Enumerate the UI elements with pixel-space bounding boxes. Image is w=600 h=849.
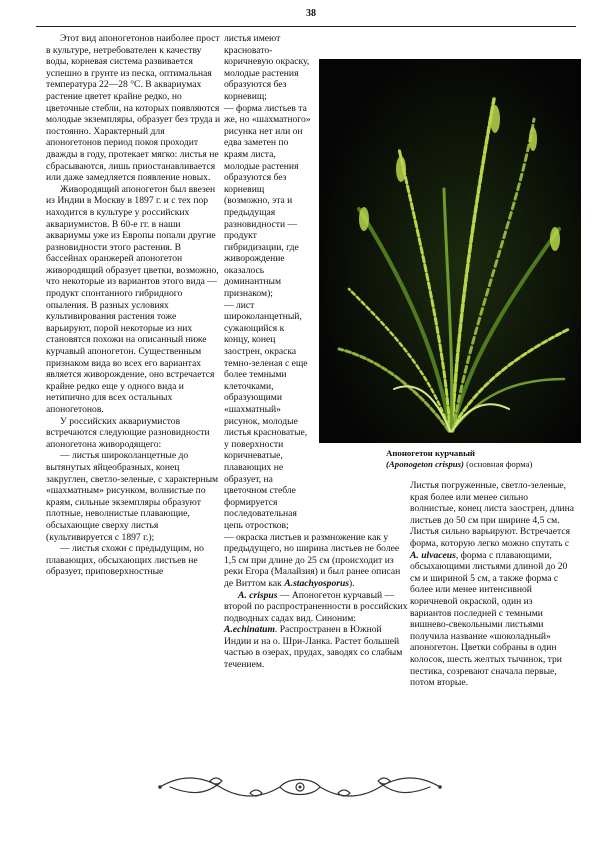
synonym-name: A.echinatum bbox=[224, 624, 275, 636]
column-right bbox=[410, 480, 576, 689]
paragraph bbox=[224, 590, 410, 671]
paragraph: — лист широколанцетный, сужающийся к концу, конец заострен, окраска темно-зеленая с еще более темными клеточками, образующими «шахматный» рисунок, молодые листья красноватые, у поверхности коричневатые, плавающих не образует, на цветочном стебле формируется последовательная цепь отростков; bbox=[224, 299, 308, 531]
paragraph bbox=[410, 480, 576, 689]
decorative-scroll-ornament-icon bbox=[150, 771, 450, 803]
plant-photo bbox=[319, 59, 581, 443]
species-name: A.stachyosporus bbox=[284, 577, 350, 589]
text-run: , форма с плавающими, обсыхающими листьями длиной до 20 см и шириной 5 см, а также форма с более или менее интенсивной коричневой окраской, один из вариантов последней с темными вишнево-свекольными листьями получила название «шоколадный» апоногетон. Цветки собраны в один колосок, шесть желтых тычинок, три пестика, созревают сначала первые, потом вторые. bbox=[410, 549, 568, 689]
paragraph: У российских аквариумистов встречаются следующие разновидности апоногетона живородящего: bbox=[46, 415, 210, 450]
caption-title: Апоногетон курчавый bbox=[386, 448, 476, 458]
paragraph: — листья схожи с предыдущим, но плавающих, обсыхающих листьев не образует, приповерхностные bbox=[46, 543, 204, 578]
text-run: ). bbox=[349, 577, 355, 589]
aquarium-plant-photo-icon bbox=[319, 59, 581, 443]
text-run: — окраска листьев и размножение как у предыдущего, но ширина листьев не более 1,5 см при длине до 25 см (происходит из реки Егора (Малайзия) и был ранее описан де Виттом как bbox=[224, 531, 401, 589]
paragraph: — листья широколанцетные до вытянутых яйцеобразных, конец закруглен, светло-зеленые, с характерным «шахматным» рисунком, волнистые по краям, сильные экземпляры образуют плотные, неволнистые плавающие, обсыхающие сверху листья (культивируется с 1897 г.); bbox=[46, 450, 219, 543]
photo-caption bbox=[386, 448, 576, 469]
header-rule bbox=[36, 26, 576, 27]
paragraph: листья имеют красновато-коричневую окраску, молодые растения образуются без корневищ; bbox=[224, 33, 310, 102]
page-number: 38 bbox=[306, 8, 316, 19]
text-run: Листья погруженные, светло-зеленые, края более или менее сильно волнистые, конец листа заострен, длина листьев до 50 см при ширине 4,5 см. Листья сильно варьируют. Встречается форма, которую легко можно спутать с bbox=[410, 480, 575, 549]
bottom-ornament bbox=[150, 771, 450, 803]
species-name: A. crispus bbox=[238, 589, 278, 601]
caption-latin-name: (Aponogeton crispus) bbox=[386, 458, 464, 469]
paragraph: — форма листьев та же, но «шахматного» рисунка нет или он едва заметен по краям листа, молодые растения образуются без корневищ (возможно, эта и предыдущая разновидности — продукт гибридизации, где живорождение оказалось доминантным признаком); bbox=[224, 102, 311, 300]
text-run: . Распространен в Южной Индии и на о. Шри-Ланка. Растет большей частью в озерах, прудах, заводях со слабым течением. bbox=[224, 624, 403, 671]
text-run: — Апоногетон курчавый — второй по распространенности в российских подводных садах вид. Синоним: bbox=[224, 589, 408, 624]
paragraph bbox=[224, 532, 410, 590]
species-name: A. ulvaceus bbox=[410, 549, 456, 561]
paragraph: Этот вид апоногетонов наиболее прост в культуре, нетребователен к качеству воды, корневая система развивается успешно в грунте из песка, оптимальная температура 22—28 °С. В аквариумах растение цветет крайне редко, но цветочные стебли, на которых появляются молодые экземпляры, образует без труда и постоянно. Характерный для апоногетонов период покоя проходит дважды в году, протекает мягко: листья не сбрасываются, лишь приостанавливается или даже замедляется появление новых. bbox=[46, 33, 221, 184]
paragraph: Живородящий апоногетон был ввезен из Индии в Москву в 1897 г. и с тех пор находится в культуре у российских аквариумистов. В 60-е гг. в наши аквариумы уже из Европы попали другие разновидности этого растения. В бассейнах оранжерей апоногетон живородящий образует цветки, возможно, что некоторые из вариантов этого вида — продукт спонтанного гибридного опыления. В разных условиях культивирования растения тоже варьируют, порой некоторые из них становятся похожи на описанный ниже курчавый апоногетон. Существенным признаком вида во всех его вариантах является живорождение, оно встречается крайне редко еще у одного вида и нетипично для всех остальных апоногетонов. bbox=[46, 183, 219, 415]
caption-note: (основная форма) bbox=[463, 458, 533, 469]
column-left bbox=[46, 33, 222, 578]
